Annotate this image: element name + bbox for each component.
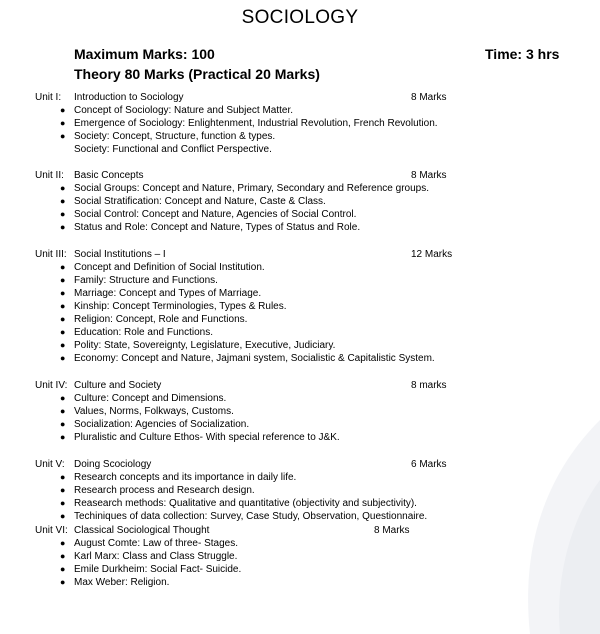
list-item: ● Socialization: Agencies of Socialization. xyxy=(60,419,250,430)
unit-marks: 8 Marks xyxy=(411,92,447,103)
unit-marks: 8 Marks xyxy=(411,170,447,181)
list-item: ● Max Weber: Religion. xyxy=(60,577,170,588)
bullet-icon: ● xyxy=(60,551,66,561)
list-item: ● Family: Structure and Functions. xyxy=(60,275,218,286)
bullet-icon: ● xyxy=(60,105,66,115)
list-item: ● Emile Durkheim: Social Fact- Suicide. xyxy=(60,564,242,575)
bullet-icon: ● xyxy=(60,183,66,193)
list-item: ● Culture: Concept and Dimensions. xyxy=(60,393,227,404)
unit-label: Unit IV: xyxy=(35,380,68,391)
unit-label: Unit I: xyxy=(35,92,62,103)
unit-marks: 12 Marks xyxy=(411,249,453,260)
unit-title: Culture and Society xyxy=(74,380,162,391)
bullet-icon: ● xyxy=(60,393,66,403)
list-item: ● Values, Norms, Folkways, Customs. xyxy=(60,406,234,417)
bullet-icon: ● xyxy=(60,314,66,324)
bullet-icon: ● xyxy=(60,340,66,350)
unit-title: Basic Concepts xyxy=(74,170,144,181)
background-wave-decoration xyxy=(460,0,600,634)
list-item: ● Research process and Research design. xyxy=(60,485,255,496)
unit-title: Social Institutions – I xyxy=(74,249,166,260)
list-item: ● August Comte: Law of three- Stages. xyxy=(60,538,238,549)
exam-time: Time: 3 hrs xyxy=(485,46,560,62)
list-item: ● Status and Role: Concept and Nature, Types of Status and Role. xyxy=(60,222,361,233)
list-item: ● Pluralistic and Culture Ethos- With special reference to J&K. xyxy=(60,432,340,443)
bullet-icon: ● xyxy=(60,209,66,219)
bullet-icon: ● xyxy=(60,353,66,363)
list-item: ● Social Stratification: Concept and Nature, Caste & Class. xyxy=(60,196,326,207)
list-item: ● Emergence of Sociology: Enlightenment, Industrial Revolution, French Revolution. xyxy=(60,118,438,129)
bullet-icon: ● xyxy=(60,327,66,337)
bullet-icon: ● xyxy=(60,301,66,311)
unit-title: Doing Scociology xyxy=(74,459,152,470)
unit-label: Unit II: xyxy=(35,170,64,181)
bullet-icon: ● xyxy=(60,222,66,232)
maximum-marks: Maximum Marks: 100 xyxy=(74,46,215,62)
bullet-icon: ● xyxy=(60,406,66,416)
page-title: SOCIOLOGY xyxy=(241,7,359,28)
bullet-icon: ● xyxy=(60,118,66,128)
list-item: ● Research concepts and its importance in daily life. xyxy=(60,472,297,483)
list-item: ● Polity: State, Sovereignty, Legislature, Executive, Judiciary. xyxy=(60,340,336,351)
bullet-icon: ● xyxy=(60,485,66,495)
bullet-icon: ● xyxy=(60,564,66,574)
list-item: ● Kinship: Concept Terminologies, Types & Rules. xyxy=(60,301,287,312)
bullet-icon: ● xyxy=(60,577,66,587)
theory-practical-marks: Theory 80 Marks (Practical 20 Marks) xyxy=(74,66,320,82)
bullet-icon: ● xyxy=(60,472,66,482)
bullet-icon: ● xyxy=(60,498,66,508)
unit-marks: 8 Marks xyxy=(374,525,410,536)
list-item: Society: Functional and Conflict Perspective. xyxy=(74,144,272,155)
unit-marks: 6 Marks xyxy=(411,459,447,470)
list-item: ● Religion: Concept, Role and Functions. xyxy=(60,314,248,325)
bullet-icon: ● xyxy=(60,262,66,272)
unit-marks: 8 marks xyxy=(411,380,447,391)
unit-label: Unit VI: xyxy=(35,525,68,536)
bullet-icon: ● xyxy=(60,538,66,548)
list-item: ● Reasearch methods: Qualitative and quantitative (objectivity and subjectivity). xyxy=(60,498,417,509)
list-item: ● Karl Marx: Class and Class Struggle. xyxy=(60,551,238,562)
list-item: ● Concept of Sociology: Nature and Subject Matter. xyxy=(60,105,294,116)
list-item: ● Education: Role and Functions. xyxy=(60,327,213,338)
bullet-icon: ● xyxy=(60,288,66,298)
bullet-icon: ● xyxy=(60,432,66,442)
bullet-icon: ● xyxy=(60,275,66,285)
list-item: ● Concept and Definition of Social Institution. xyxy=(60,262,265,273)
bullet-icon: ● xyxy=(60,511,66,521)
unit-title: Introduction to Sociology xyxy=(74,92,184,103)
list-item: ● Economy: Concept and Nature, Jajmani system, Socialistic & Capitalistic System. xyxy=(60,353,435,364)
list-item: ● Social Control: Concept and Nature, Agencies of Social Control. xyxy=(60,209,357,220)
unit-title: Classical Sociological Thought xyxy=(74,525,210,536)
bullet-icon: ● xyxy=(60,131,66,141)
list-item: ● Society: Concept, Structure, function & types. xyxy=(60,131,276,142)
list-item: ● Marriage: Concept and Types of Marriage. xyxy=(60,288,262,299)
bullet-icon: ● xyxy=(60,419,66,429)
list-item: ● Social Groups: Concept and Nature, Primary, Secondary and Reference groups. xyxy=(60,183,429,194)
unit-label: Unit III: xyxy=(35,249,67,260)
unit-label: Unit V: xyxy=(35,459,65,470)
list-item: ● Techiniques of data collection: Survey, Case Study, Observation, Questionnaire. xyxy=(60,511,428,522)
bullet-icon: ● xyxy=(60,196,66,206)
